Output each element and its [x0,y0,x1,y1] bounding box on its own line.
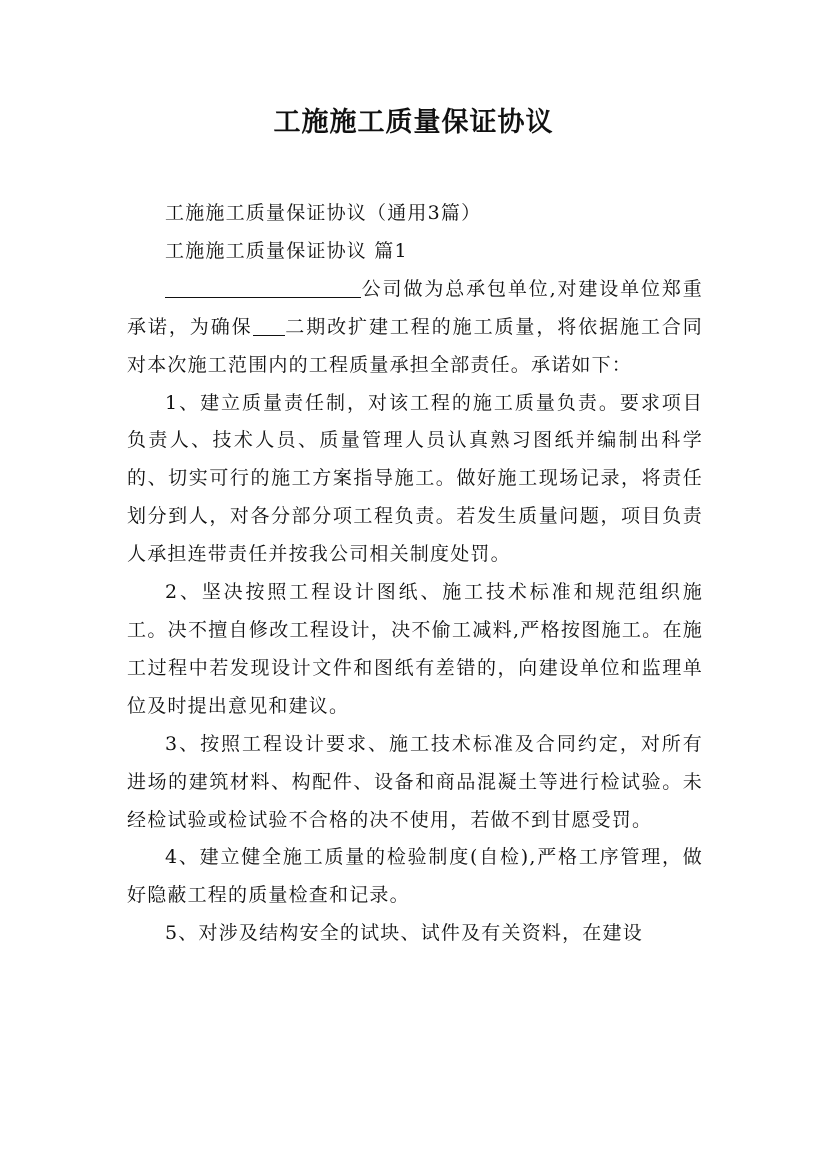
clause-2: 2、坚决按照工程设计图纸、施工技术标准和规范组织施工。决不擅自修改工程设计，决不偷工减料,严格按图施工。在施工过程中若发现设计文件和图纸有差错的，向建设单位和监理单位及时提出意见和建议。 [127,581,703,717]
intro-text-part2: 二期改扩建工程的施工质量，将依据施工合同对本次施工范围内的工程质量承担全部责任。承诺如下： [127,315,703,376]
document-body [127,195,703,953]
clause-5: 5、对涉及结构安全的试块、试件及有关资料，在建设 [165,922,643,945]
blank-project-line [253,315,285,336]
intro-text-part1: 公司做为总承包单位,对建设单位郑重承诺，为确保 [127,277,703,338]
subtitle: 工施施工质量保证协议（通用3篇） [165,202,482,224]
section-heading: 工施施工质量保证协议 篇1 [165,239,408,262]
document-title: 工施施工质量保证协议 [273,107,554,138]
clause-1: 1、建立质量责任制，对该工程的施工质量负责。要求项目负责人、技术人员、质量管理人员认真熟习图纸并编制出科学的、切实可行的施工方案指导施工。做好施工现场记录，将责任划分到人，对各分部分项工程负责。若发生质量问题，项目负责人承担连带责任并按我公司相关制度处罚。 [127,391,703,566]
blank-company-line [165,277,361,298]
clause-4: 4、建立健全施工质量的检验制度(自检),严格工序管理，做好隐蔽工程的质量检查和记录。 [127,846,703,907]
clause-3: 3、按照工程设计要求、施工技术标准及合同约定，对所有进场的建筑材料、构配件、设备和商品混凝土等进行检试验。未经检试验或检试验不合格的决不使用，若做不到甘愿受罚。 [127,732,703,831]
intro-paragraph [127,271,703,385]
